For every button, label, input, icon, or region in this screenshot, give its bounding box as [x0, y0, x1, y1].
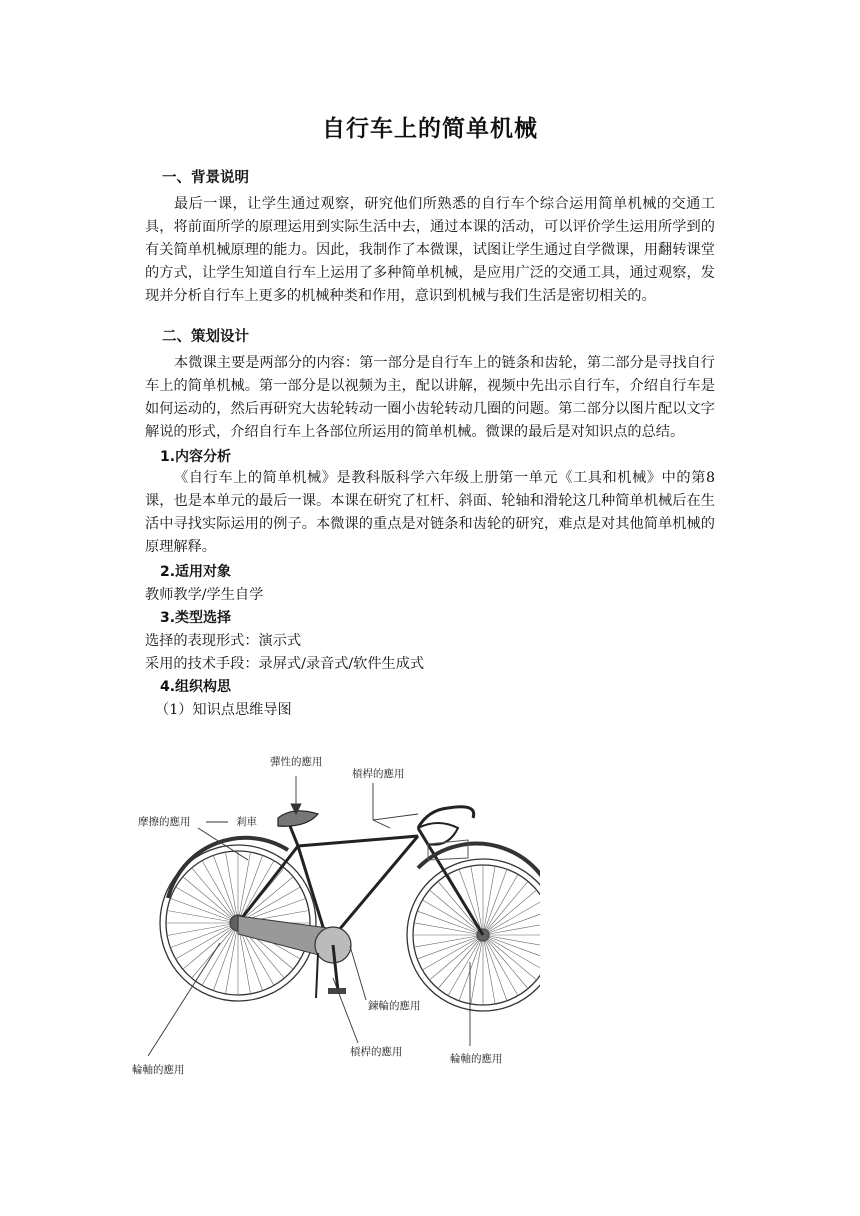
content-paragraph: 《自行车上的简单机械》是教科版科学六年级上册第一单元《工具和机械》中的第8课，也是本单元的最后一课。本课在研究了杠杆、斜面、轮轴和滑轮这几种简单机械后在生活中寻找实际运用的例子。本微课的重点是对链条和齿轮的研究，难点是对其他简单机械的原理解释。 [145, 470, 715, 555]
label-brake: 剎車 [236, 816, 257, 828]
label-lever-handlebar: 槓桿的應用 [352, 768, 405, 780]
subheading-audience: 2.适用对象 [160, 564, 232, 580]
subheading-organization: 4.组织构思 [160, 679, 232, 695]
background-paragraph: 最后一课，让学生通过观察，研究他们所熟悉的自行车个综合运用简单机械的交通工具，将前面所学的原理运用到实际生活中去，通过本课的活动，可以评价学生运用所学到的有关简单机械原理的能力。因此，我制作了本微课，试图让学生通过自学微课，用翻转课堂的方式，让学生知道自行车上运用了多种简单机械，是应用广泛的交通工具，通过观察，发现并分析自行车上更多的机械种类和作用，意识到机械与我们生活是密切相关的。 [145, 196, 715, 304]
audience-text: 教师教学/学生自学 [145, 587, 264, 603]
type-line-2: 采用的技术手段：录屏式/录音式/软件生成式 [145, 656, 425, 672]
subheading-content: 1.内容分析 [160, 449, 232, 465]
page-title: 自行车上的简单机械 [322, 116, 538, 142]
label-lever-pedal: 槓桿的應用 [350, 1046, 403, 1058]
bicycle-figure [128, 748, 540, 1078]
subheading-type: 3.类型选择 [160, 610, 232, 626]
design-paragraph: 本微课主要是两部分的内容：第一部分是自行车上的链条和齿轮，第二部分是寻找自行车上的简单机械。第一部分是以视频为主，配以讲解，视频中先出示自行车，介绍自行车是如何运动的，然后再研究大齿轮转动一圈小齿轮转动几圈的问题。第二部分以图片配以文字解说的形式，介绍自行车上各部位所运用的简单机械。微课的最后是对知识点的总结。 [145, 355, 715, 440]
label-axle-rear: 輪軸的應用 [132, 1064, 185, 1076]
bicycle-illustration-icon [128, 748, 540, 1078]
label-axle-front: 輪軸的應用 [450, 1053, 503, 1065]
label-elastic: 彈性的應用 [270, 756, 323, 768]
label-chain-wheel: 鍊輪的應用 [368, 1000, 421, 1012]
section-heading-design: 二、策划设计 [162, 329, 249, 345]
wheel-spoke [483, 911, 540, 935]
wheel-spoke [483, 935, 540, 959]
type-line-1: 选择的表现形式：演示式 [145, 633, 302, 649]
organization-item-1: （1）知识点思维导图 [155, 702, 292, 718]
section-heading-background: 一、背景说明 [162, 170, 249, 186]
label-friction: 摩擦的應用 [138, 816, 191, 828]
